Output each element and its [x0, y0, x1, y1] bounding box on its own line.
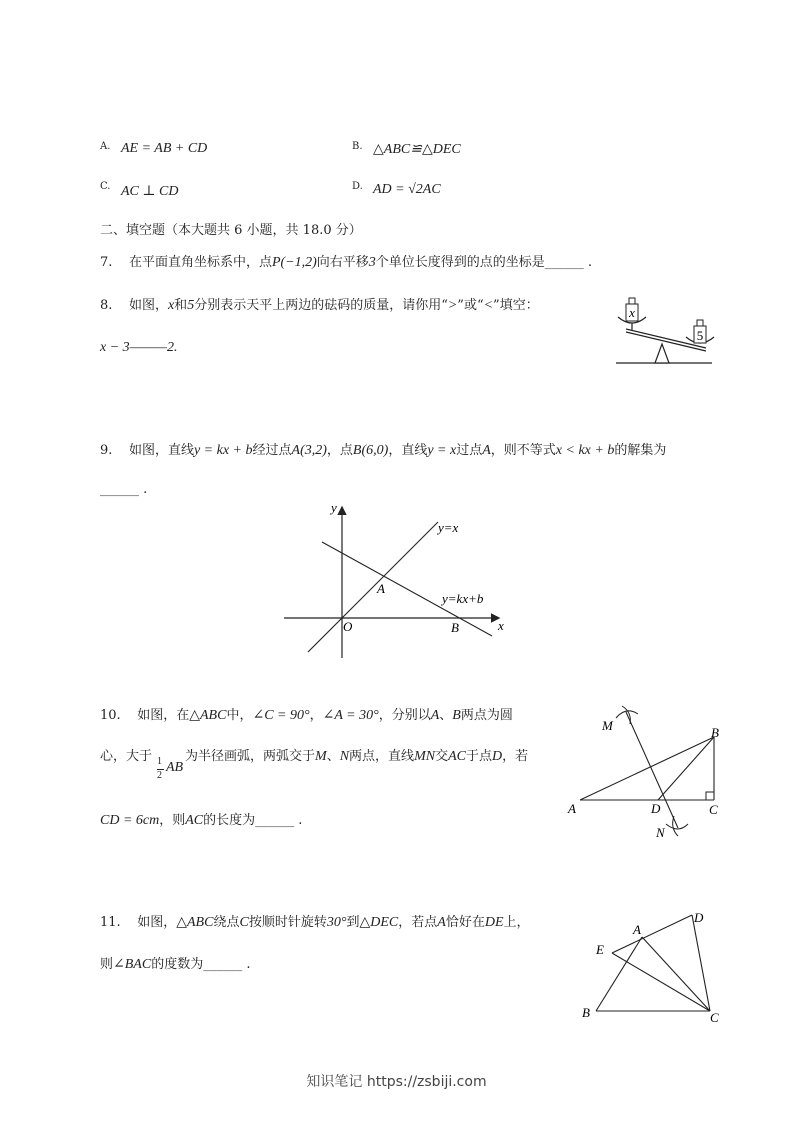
vertex-c-label: C [709, 802, 718, 817]
origin-label: O [343, 619, 353, 634]
question-number: 9. [100, 443, 113, 458]
q11-l2-text-1: 则 [100, 957, 114, 972]
option-b-letter: B. [352, 141, 363, 152]
q11-text-7: 上， [503, 915, 530, 930]
q10-l2-text-4: 两点，直线 [349, 749, 415, 764]
q10-text-5: 、 [439, 708, 453, 723]
q10-l2-text-5: 交 [435, 749, 449, 764]
footer-watermark[interactable]: 知识笔记 https://zsbiji.com [306, 1074, 487, 1090]
q10-l2-text-7: ，若 [502, 749, 529, 764]
point-d-label: D [651, 801, 661, 816]
q11-text-4: 到 [346, 915, 360, 930]
point-b-label: B [451, 620, 459, 635]
question-7 [100, 251, 592, 271]
q10-mn: MN [414, 749, 436, 764]
q10-n: N [339, 749, 350, 764]
q8-num-5: 5 [187, 298, 195, 313]
q9-inequality: x < kx + b [555, 443, 615, 458]
q10-line-3 [100, 809, 302, 829]
q9-text-7: 的解集为 [614, 443, 667, 458]
q10-b: B [452, 708, 461, 723]
q11-l2-text-2: 的度数为______ . [151, 957, 251, 972]
q10-triangle: △ABC [189, 708, 227, 723]
question-number: 10. [100, 708, 121, 723]
q11-text-3: 按顺时针旋转 [248, 915, 327, 930]
vertex-d-label: D [694, 910, 704, 925]
vertex-a-label: A [633, 922, 641, 937]
q7-shift-value: 3 [368, 255, 376, 270]
q8-lt: < [483, 298, 494, 313]
vertex-e-label: E [596, 942, 604, 957]
q8-text-3: 分别表示天平上两边的砝码的质量，请你用“ [194, 298, 448, 313]
q10-cd: CD = 6cm [100, 813, 160, 828]
q7-text-2: 向右平移 [316, 255, 369, 270]
q11-text-5: ，若点 [398, 915, 438, 930]
q10-line-2b [185, 745, 528, 765]
point-a-label: A [377, 581, 385, 596]
q9-blank: ______ . [100, 482, 148, 497]
q9-text-4: ，直线 [388, 443, 428, 458]
q9-text-1: 如图，直线 [128, 443, 194, 458]
line-yx-label: y=x [438, 520, 459, 535]
q8-var-x: x [167, 298, 175, 313]
q10-l2-text-6: 于点 [465, 749, 492, 764]
fraction-ab: AB [166, 760, 184, 775]
vertex-c-label: C [710, 1010, 719, 1025]
q10-m: M [315, 749, 327, 764]
fraction-denominator: 2 [157, 770, 162, 781]
q10-text-1: 如图，在 [137, 708, 190, 723]
q10-d: D [491, 749, 503, 764]
point-m-label: M [602, 718, 613, 733]
q9-text-6: ，则不等式 [490, 443, 556, 458]
q10-text-6: 两点为圆 [460, 708, 513, 723]
triangle-abc-figure [566, 700, 726, 842]
right-weight-label: 5 [696, 328, 704, 343]
question-10 [100, 704, 513, 724]
q8-text-1: 如图， [128, 298, 168, 313]
question-11 [100, 911, 530, 931]
q9-text-5: 过点 [456, 443, 483, 458]
vertex-b-label: B [711, 725, 719, 740]
q7-text-3: 个单位长度得到的点的坐标是______ . [375, 255, 593, 270]
option-d-text: AD = √2AC [373, 182, 441, 197]
q9-point-b: B(6,0) [352, 443, 389, 458]
coordinate-figure [280, 500, 510, 662]
option-b-text: △ABC≌△DEC [373, 142, 461, 157]
vertex-a-label: A [568, 801, 576, 816]
q9-point-a: A(3,2) [291, 443, 327, 458]
q10-l3-text-1: ，则 [159, 813, 186, 828]
q10-a: A [430, 708, 440, 723]
q8-text-5: ”填空： [493, 298, 539, 313]
q8-text-2: 和 [174, 298, 188, 313]
line-kxb-label: y=kx+b [442, 591, 484, 606]
q8-gt: > [447, 298, 458, 313]
q11-triangle-2: △DEC [359, 915, 399, 930]
rotation-figure [578, 905, 738, 1030]
x-axis-label: x [498, 618, 504, 633]
q11-a: A [437, 915, 446, 930]
y-axis-label: y [331, 500, 337, 515]
option-c-text: AC ⊥ CD [121, 184, 179, 199]
q10-text-2: 中， [226, 708, 253, 723]
q7-point-p: P(−1,2) [271, 255, 317, 270]
q10-l2-text-3: 、 [326, 749, 340, 764]
q11-triangle: △ABC [176, 915, 214, 930]
q9-text-2: 经过点 [252, 443, 292, 458]
q10-angle-a: ∠A = 30° [322, 708, 379, 723]
fraction-numerator: 1 [157, 756, 162, 767]
q11-de: DE [484, 915, 504, 930]
q11-angle: 30° [326, 915, 347, 930]
q8-answer-line: x − 3———2. [100, 340, 178, 355]
question-9 [100, 439, 666, 459]
q10-text-3: ， [309, 708, 323, 723]
option-d-letter: D. [352, 181, 363, 192]
q10-angle-c: ∠C = 90° [252, 708, 310, 723]
question-number: 7. [100, 255, 113, 270]
question-8 [100, 294, 539, 314]
question-number: 8. [100, 298, 113, 313]
left-weight-label: x [629, 305, 635, 320]
q9-a: A [482, 443, 491, 458]
q9-line-1: y = kx + b [193, 443, 253, 458]
option-a-letter: A. [100, 141, 111, 152]
q9-text-3: ，点 [326, 443, 353, 458]
q11-text-6: 恰好在 [445, 915, 485, 930]
q11-line-2 [100, 953, 250, 973]
q10-l2-text-2: 为半径画弧，两弧交于 [185, 749, 316, 764]
balance-figure [606, 292, 726, 368]
q8-text-4: ”或“ [457, 298, 484, 313]
q11-c: C [239, 915, 249, 930]
section-title: 二、填空题（本大题共 6 小题，共 18.0 分） [100, 223, 362, 238]
q11-text-2: 绕点 [213, 915, 240, 930]
q10-l3-text-2: 的长度为______ . [203, 813, 303, 828]
point-n-label: N [656, 825, 665, 840]
q10-line-2 [100, 745, 152, 764]
q10-l2-text-1: 心，大于 [100, 749, 153, 764]
vertex-b-label: B [582, 1005, 590, 1020]
q10-ac-2: AC [185, 813, 204, 828]
option-a-text: AE = AB + CD [121, 141, 208, 156]
q7-text-1: 在平面直角坐标系中，点 [128, 255, 272, 270]
q11-angle-bac: ∠BAC [113, 957, 152, 972]
option-c-letter: C. [100, 181, 111, 192]
q9-line-2: y = x [427, 443, 457, 458]
q11-text-1: 如图， [137, 915, 177, 930]
question-number: 11. [100, 915, 121, 930]
q10-text-4: ，分别以 [378, 708, 431, 723]
q10-ac: AC [448, 749, 466, 764]
